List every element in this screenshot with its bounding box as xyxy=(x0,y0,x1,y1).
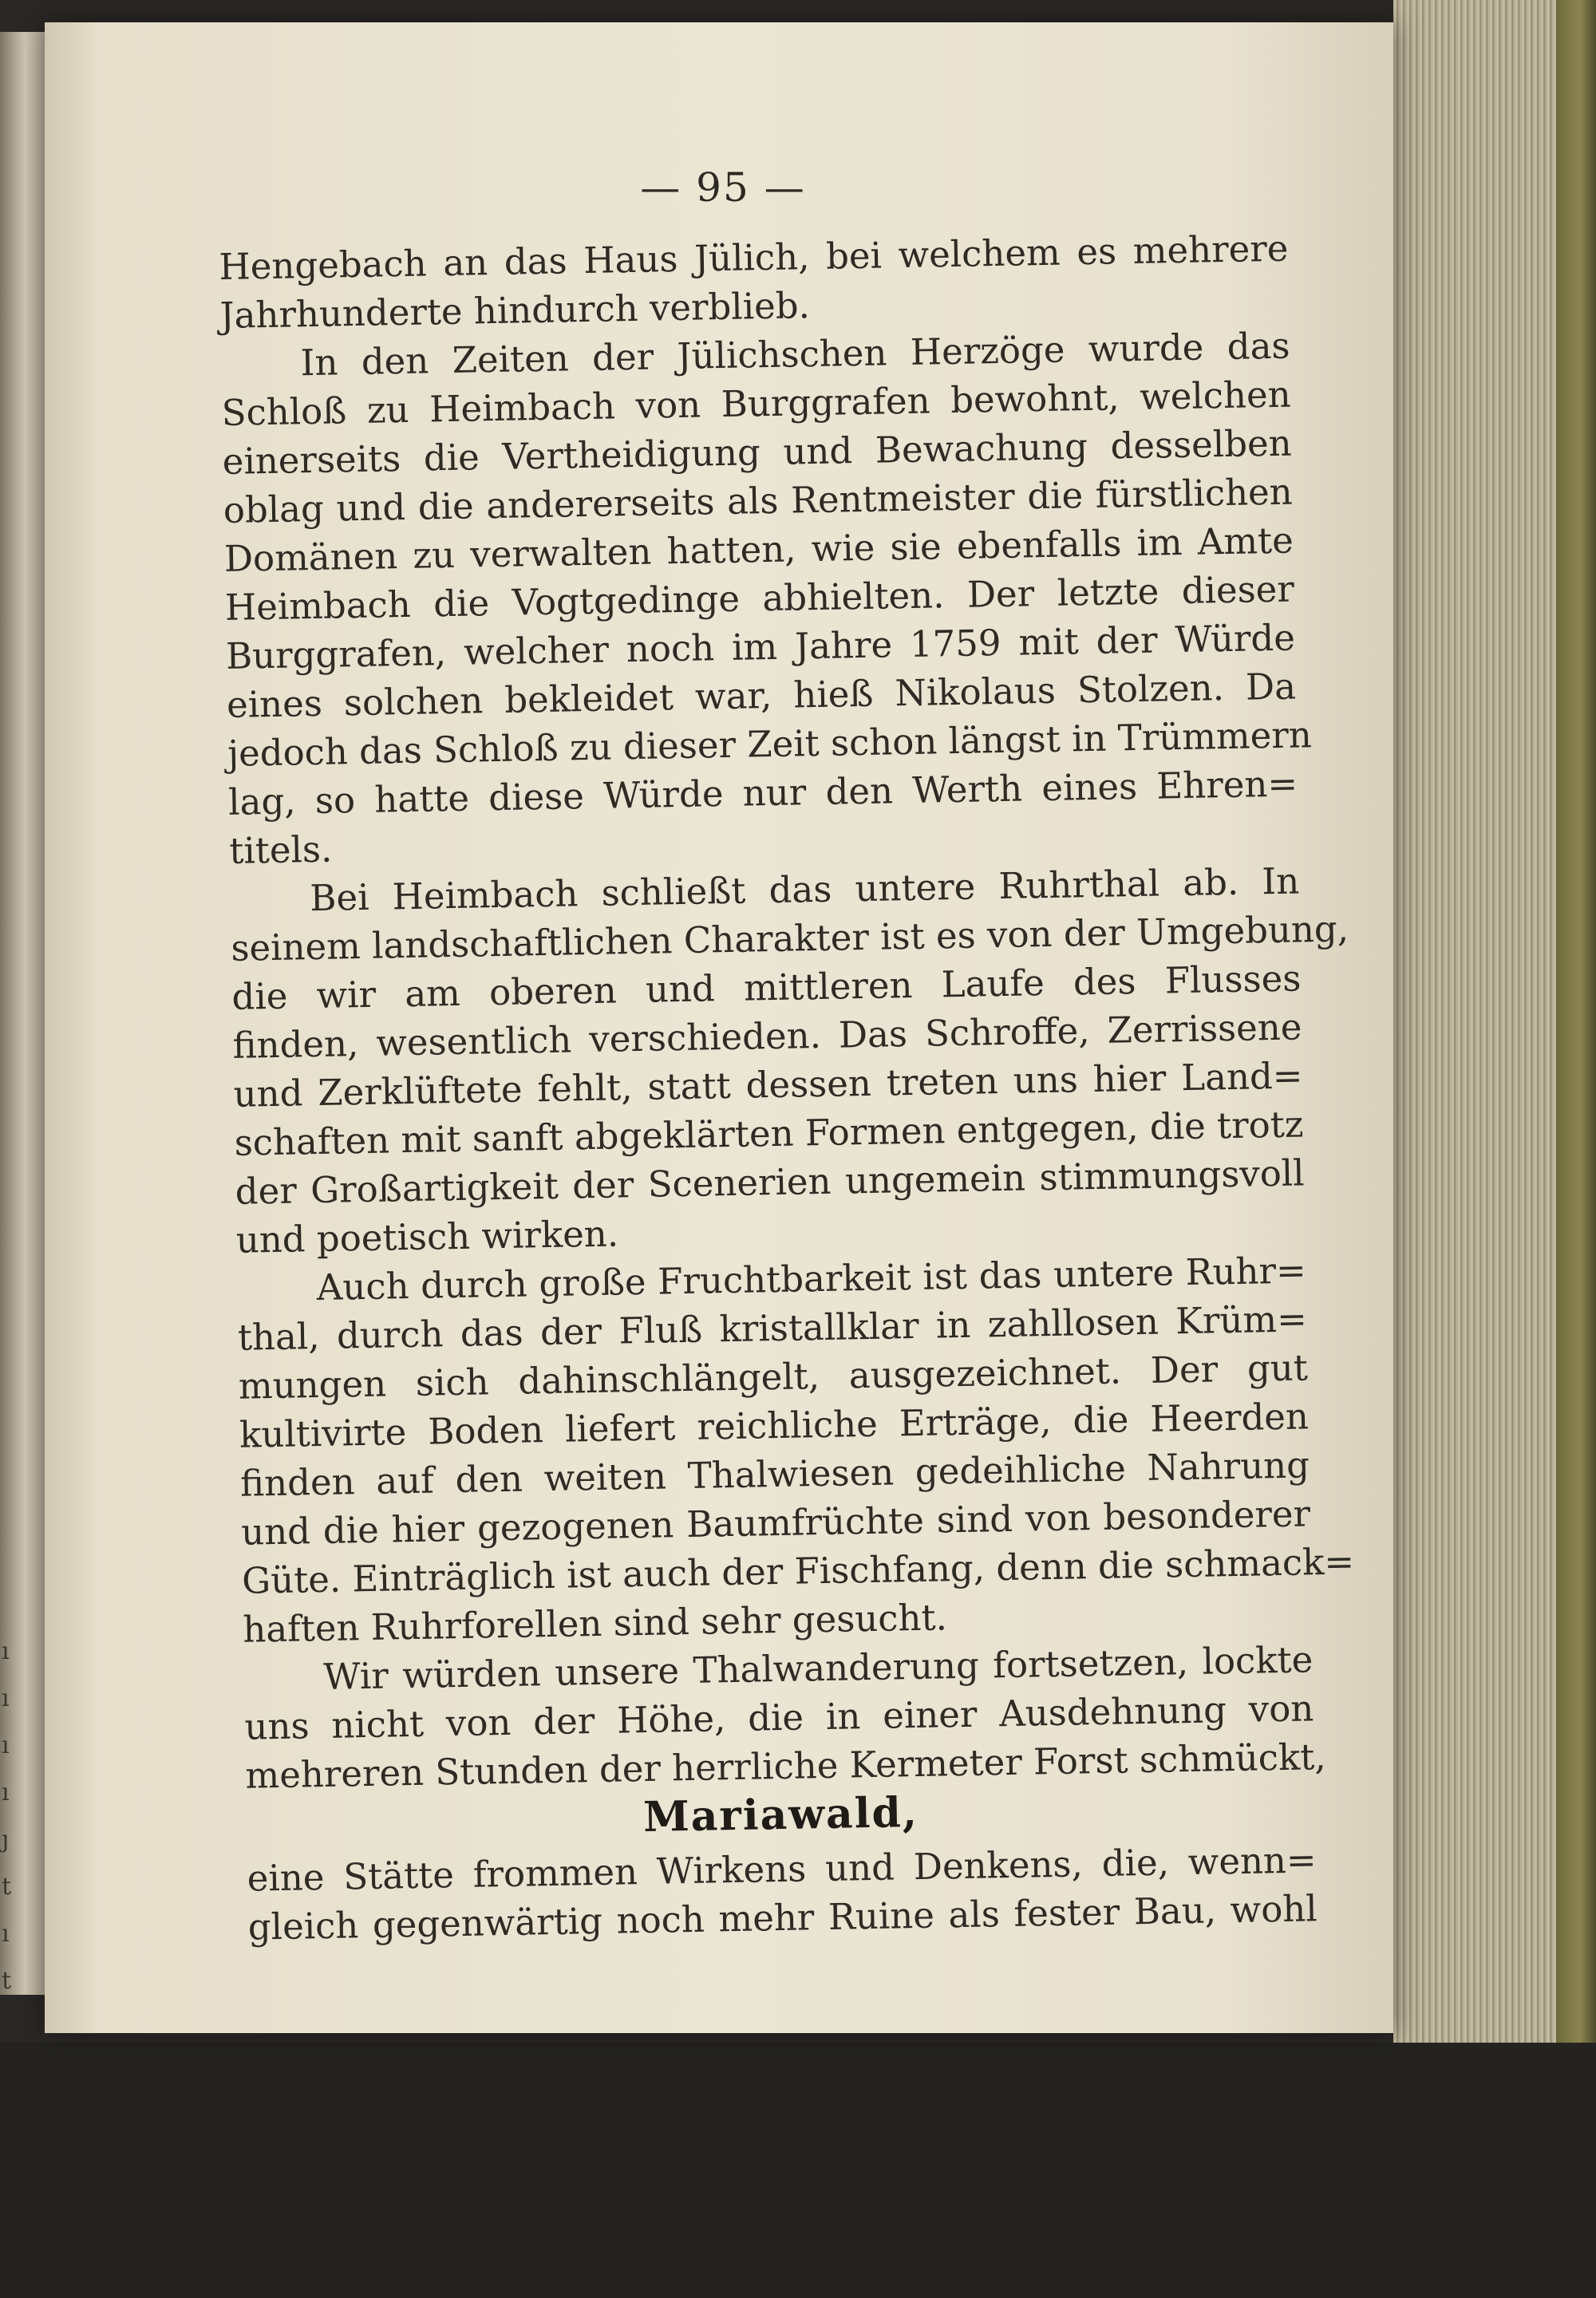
fragment: ı xyxy=(2,1731,10,1759)
fragment: ı xyxy=(2,1684,10,1712)
text-line: lag, so hatte diese Würde nur den Werth eines Ehren= xyxy=(227,762,1298,823)
text-line: die wir am oberen und mittleren Laufe des Flusses xyxy=(231,957,1302,1018)
previous-page-text-fragments xyxy=(2,1628,11,2004)
fragment: ı xyxy=(2,1637,10,1665)
text-line: gleich gegenwärtig noch mehr Ruine als fester Bau, wohl xyxy=(247,1887,1318,1949)
text-line: finden, wesentlich verschieden. Das Schroffe, Zerrissene xyxy=(232,1005,1302,1067)
text-line: thal, durch das der Fluß kristallklar in zahllosen Krüm= xyxy=(237,1297,1308,1359)
text-line: schaften mit sanft abgeklärten Formen entgegen, die trotz xyxy=(234,1103,1304,1164)
scan-background xyxy=(0,2043,1596,2298)
previous-page-edge xyxy=(0,32,45,1995)
text-line: finden auf den weiten Thalwiesen gedeihliche Nahrung xyxy=(239,1443,1310,1505)
text-line: Burggrafen, welcher noch im Jahre 1759 mit der Würde xyxy=(225,616,1296,677)
text-line: Auch durch große Fruchtbarkeit ist das untere Ruhr= xyxy=(316,1249,1307,1309)
text-line: seinem landschaftlichen Charakter ist es von der Umgebung, xyxy=(230,907,1349,969)
text-line: eine Stätte frommen Wirkens und Denkens, die, wenn= xyxy=(247,1838,1317,1900)
body-text xyxy=(219,224,1355,1952)
book-page xyxy=(45,22,1393,2033)
text-line: einerseits die Vertheidigung und Bewachung desselben xyxy=(222,421,1293,483)
text-line: Jahrhunderte hindurch verblieb. xyxy=(219,284,811,337)
text-line: Domänen zu verwalten hatten, wie sie ebenfalls im Amte xyxy=(223,519,1294,580)
text-line: Bei Heimbach schließt das untere Ruhrthal ab. In xyxy=(309,859,1300,920)
fragment: t xyxy=(2,1873,12,1901)
text-line: titels. xyxy=(228,827,333,872)
fragment: t xyxy=(2,1967,12,1995)
book-fore-edge xyxy=(1556,0,1596,2298)
text-line: mehreren Stunden der herrliche Kermeter Forst schmückt, xyxy=(245,1735,1327,1797)
text-line: In den Zeiten der Jülichschen Herzöge wurde das xyxy=(300,324,1290,385)
text-line: Wir würden unsere Thalwanderung fortsetzen, lockte xyxy=(322,1638,1314,1698)
text-line: mungen sich dahinschlängelt, ausgezeichnet. Der gut xyxy=(238,1346,1309,1408)
section-heading: Mariawald, xyxy=(642,1788,919,1842)
text-line: und die hier gezogenen Baumfrüchte sind von besonderer xyxy=(240,1492,1311,1554)
text-line: haften Ruhrforellen sind sehr gesucht. xyxy=(242,1596,948,1651)
text-line: eines solchen bekleidet war, hieß Nikolaus Stolzen. Da xyxy=(226,665,1297,726)
text-line: und poetisch wirken. xyxy=(235,1212,619,1262)
text-line: kultivirte Boden liefert reichliche Erträge, die Heerden xyxy=(239,1395,1310,1456)
page-number: — 95 — xyxy=(640,164,806,211)
fragment: ȷ xyxy=(2,1826,10,1854)
text-line: Hengebach an das Haus Jülich, bei welchem es mehrere xyxy=(219,227,1289,288)
text-line: Schloß zu Heimbach von Burggrafen bewohnt, welchen xyxy=(221,373,1291,434)
text-line: der Großartigkeit der Scenerien ungemein stimmungsvoll xyxy=(235,1151,1306,1213)
text-line: Heimbach die Vogtgedinge abhielten. Der letzte dieser xyxy=(224,567,1295,629)
fragment: ı xyxy=(2,1779,10,1806)
text-line: jedoch das Schloß zu dieser Zeit schon längst in Trümmern xyxy=(227,713,1313,775)
text-line: uns nicht von der Höhe, die in einer Ausdehnung von xyxy=(244,1687,1314,1748)
text-line: und Zerklüftete fehlt, statt dessen treten uns hier Land= xyxy=(233,1054,1303,1115)
text-line: oblag und die andererseits als Rentmeister die fürstlichen xyxy=(223,470,1294,531)
fragment: ı xyxy=(2,1920,10,1948)
text-line: Güte. Einträglich ist auch der Fischfang, denn die schmack= xyxy=(241,1540,1355,1602)
